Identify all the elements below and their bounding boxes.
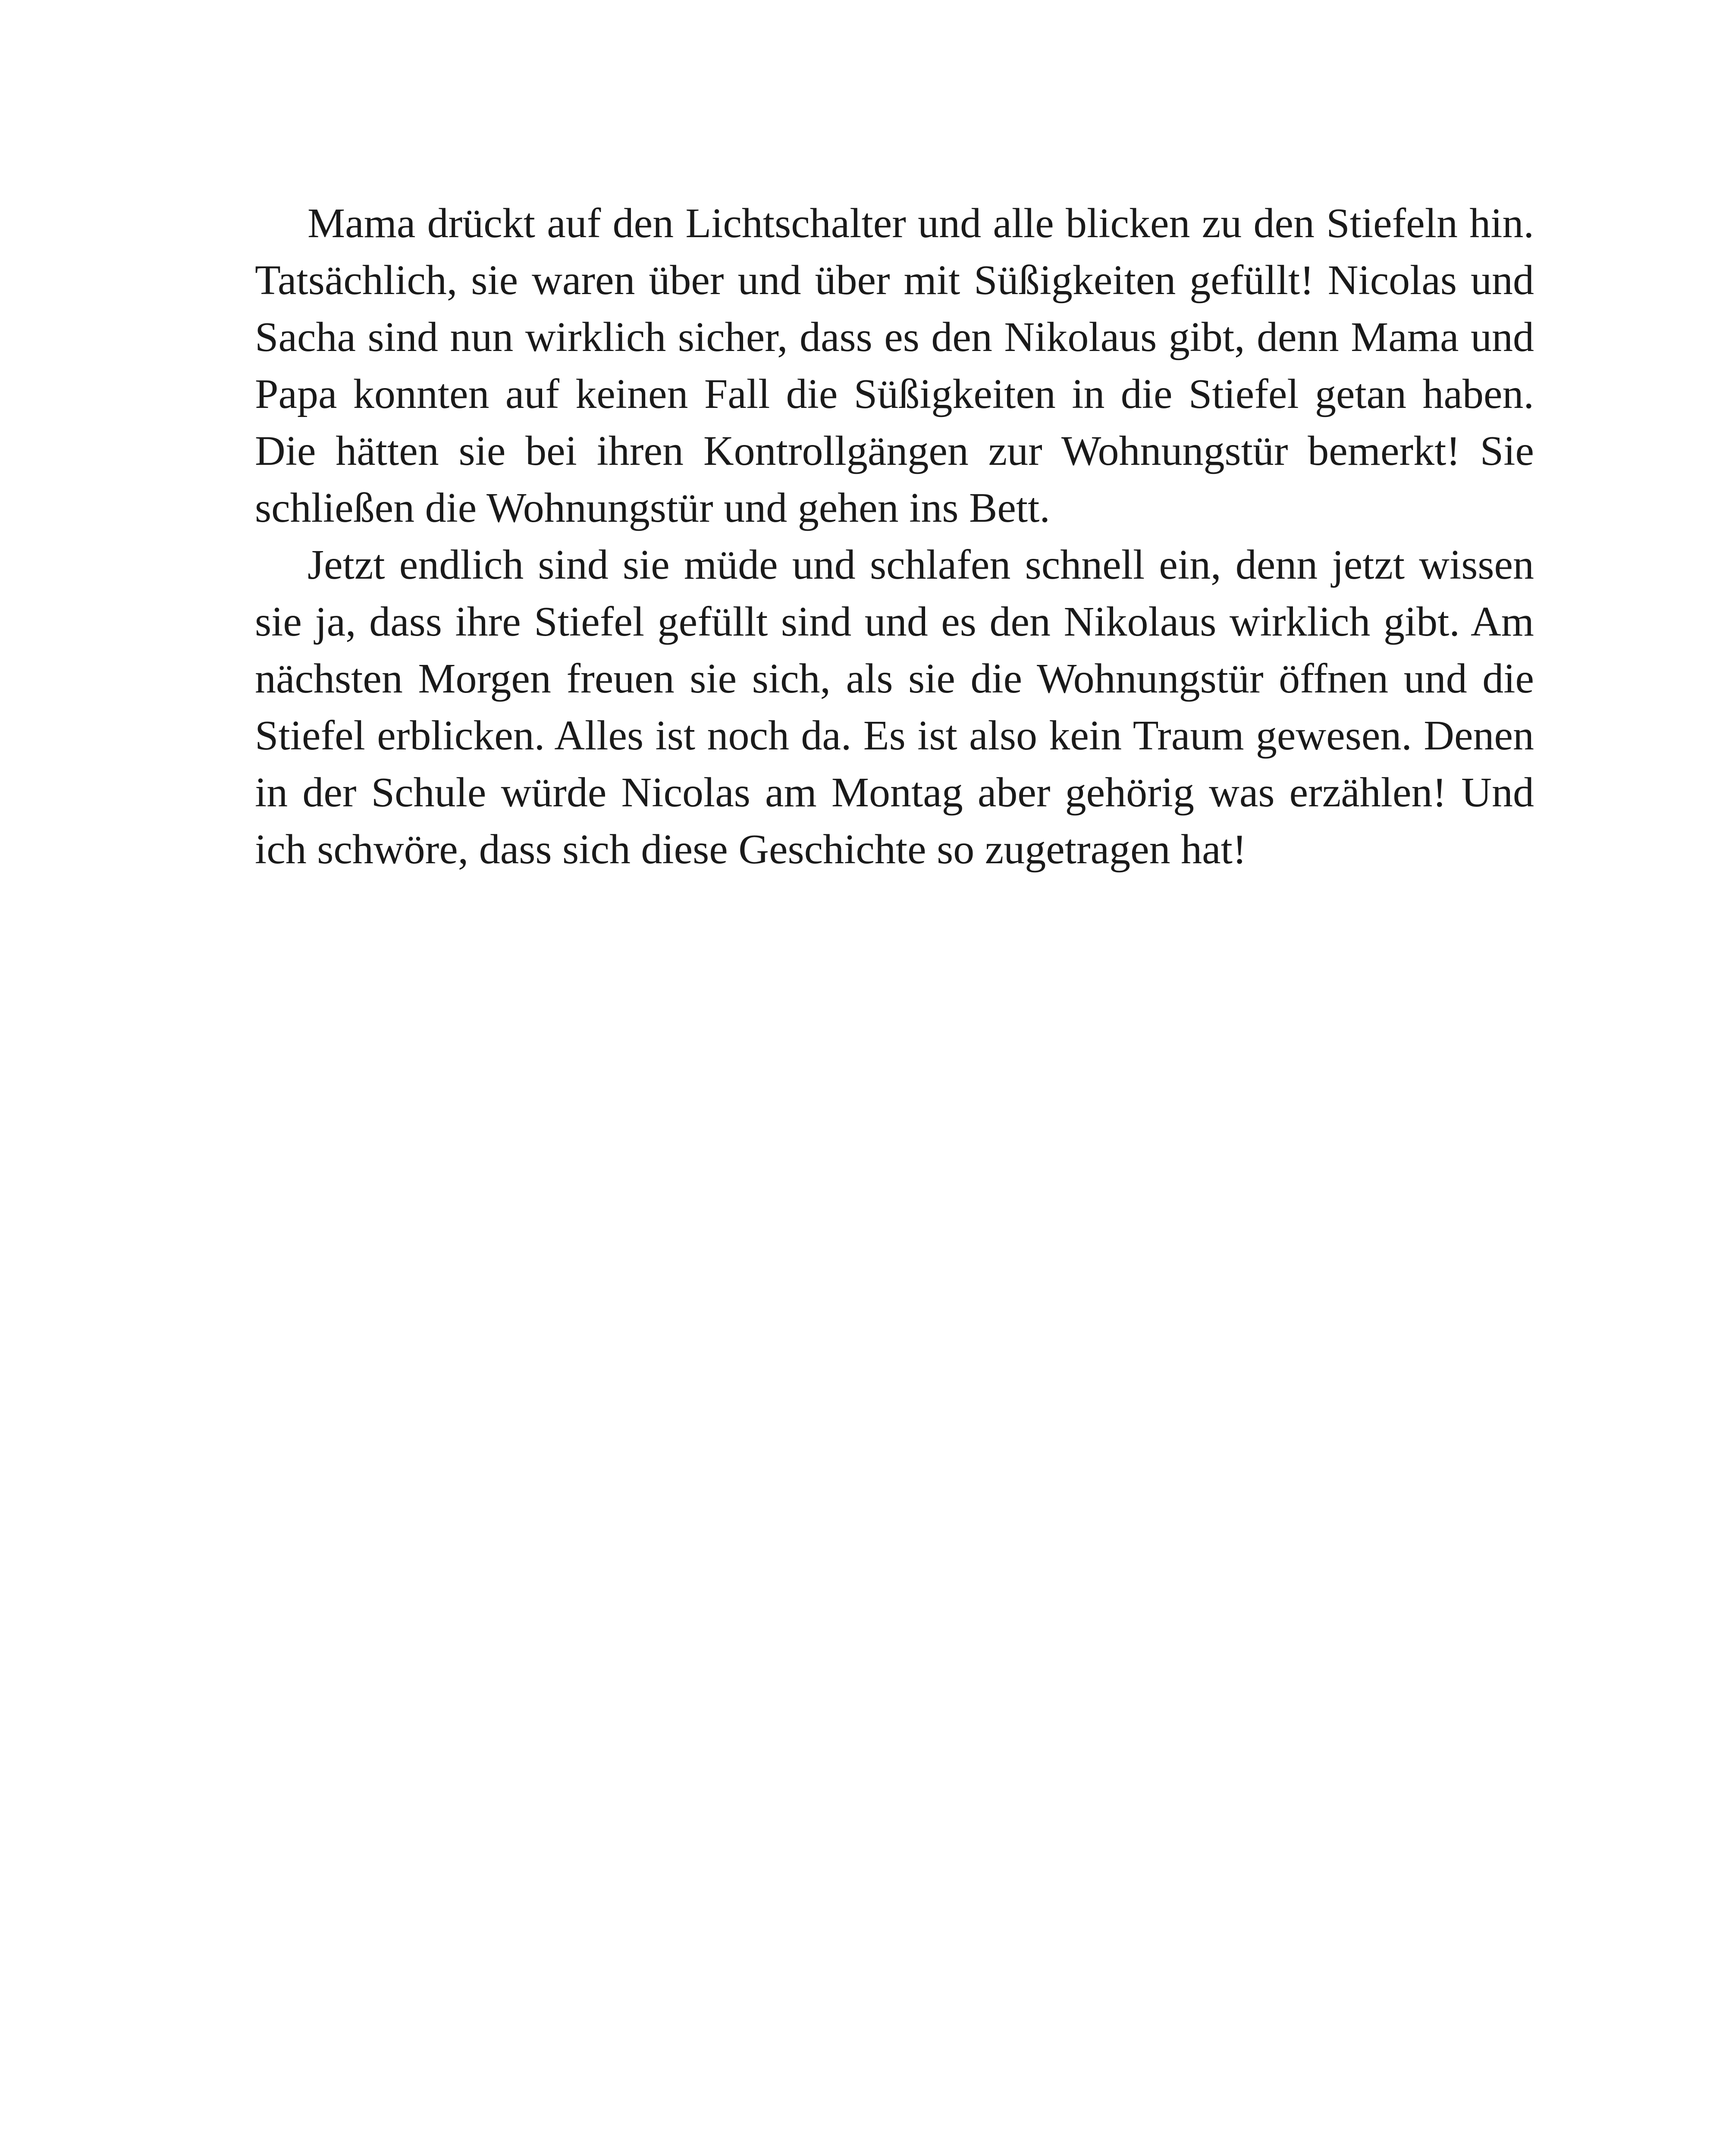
text-line: Stiefel erblicken. Alles ist noch da. Es ist also kein Traum gewesen. Denen: [255, 712, 1534, 759]
text-line: schließen die Wohnungstür und gehen ins Bett.: [255, 485, 1050, 531]
text-line: ich schwöre, dass sich diese Geschichte so zugetragen hat!: [255, 826, 1247, 873]
text-line: Die hätten sie bei ihren Kontrollgängen zur Wohnungstür bemerkt! Sie: [255, 428, 1534, 474]
text-line: Sacha sind nun wirklich sicher, dass es den Nikolaus gibt, denn Mama und: [255, 314, 1534, 360]
text-line: sie ja, dass ihre Stiefel gefüllt sind und es den Nikolaus wirklich gibt. Am: [255, 599, 1534, 645]
text-line: Papa konnten auf keinen Fall die Süßigkeiten in die Stiefel getan haben.: [255, 371, 1534, 417]
text-line: in der Schule würde Nicolas am Montag aber gehörig was erzählen! Und: [255, 769, 1534, 816]
text-line: Mama drückt auf den Lichtschalter und alle blicken zu den Stiefeln hin.: [307, 200, 1534, 247]
text-line: nächsten Morgen freuen sie sich, als sie die Wohnungstür öffnen und die: [255, 655, 1534, 702]
paragraph: [255, 195, 1534, 536]
text-line: Tatsächlich, sie waren über und über mit Süßigkeiten gefüllt! Nicolas und: [255, 257, 1534, 304]
text-line: Jetzt endlich sind sie müde und schlafen schnell ein, denn jetzt wissen: [307, 542, 1534, 588]
paragraph: [255, 536, 1534, 878]
body-text: [255, 195, 1534, 878]
